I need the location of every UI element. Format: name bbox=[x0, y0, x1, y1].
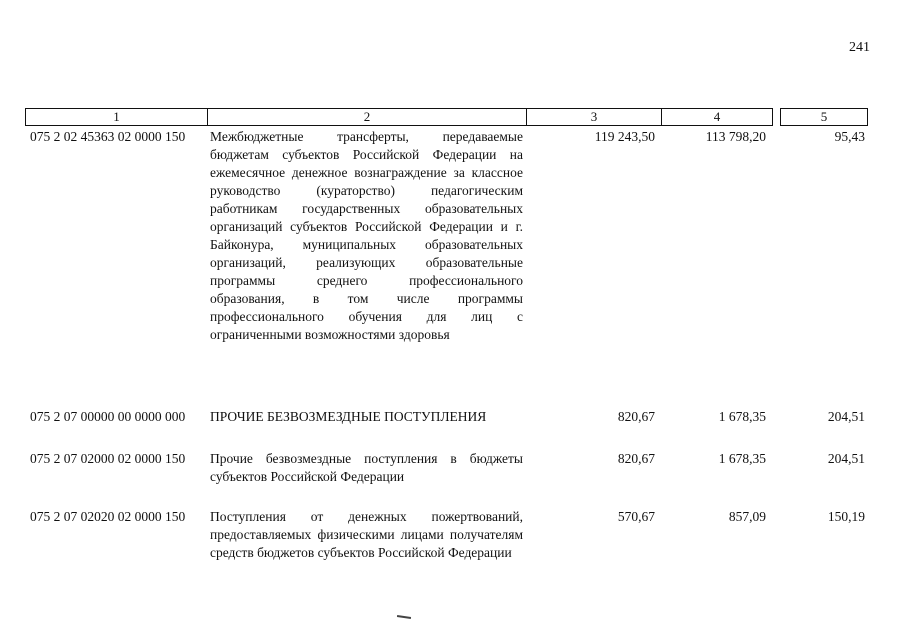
row-name: Поступления от денежных пожертвований, предоставляемых физическими лицами получателям средств бюджетов субъектов Российской Федерации bbox=[210, 509, 523, 560]
page-number: 241 bbox=[849, 40, 870, 55]
column-header-1: 1 bbox=[25, 108, 208, 126]
row-value-col4: 1 678,35 bbox=[718, 409, 766, 424]
column-header-3: 3 bbox=[526, 108, 662, 126]
row-value-col5: 204,51 bbox=[827, 409, 865, 424]
row-value-col3: 820,67 bbox=[617, 451, 655, 466]
row-value-col5: 150,19 bbox=[827, 509, 865, 524]
row-value-col5: 95,43 bbox=[834, 129, 865, 144]
column-header-5: 5 bbox=[780, 108, 868, 126]
row-code: 075 2 07 00000 00 0000 000 bbox=[30, 409, 186, 424]
column-header-2: 2 bbox=[207, 108, 527, 126]
row-value-col4: 113 798,20 bbox=[705, 129, 766, 144]
row-value-col3: 570,67 bbox=[617, 509, 655, 524]
row-code: 075 2 07 02000 02 0000 150 bbox=[30, 451, 186, 466]
row-name: Межбюджетные трансферты, передаваемые бюджетам субъектов Российской Федерации на ежемесячное денежное вознаграждение за классное руководство (кураторство) педагогическим работникам государственных образовательных организаций субъектов Российской Федерации и г. Байконура, муниципальных образовательных организаций, реализующих образовательные программы среднего профессионального образования, в том числе программы профессионального обучения для лиц с ограниченными возможностями здоровья bbox=[210, 129, 523, 342]
row-code: 075 2 02 45363 02 0000 150 bbox=[30, 129, 186, 144]
row-name: Прочие безвозмездные поступления в бюджеты субъектов Российской Федерации bbox=[210, 451, 523, 484]
row-value-col5: 204,51 bbox=[827, 451, 865, 466]
row-name: ПРОЧИЕ БЕЗВОЗМЕЗДНЫЕ ПОСТУПЛЕНИЯ bbox=[210, 409, 487, 424]
row-value-col4: 857,09 bbox=[728, 509, 766, 524]
column-header-4: 4 bbox=[661, 108, 773, 126]
row-value-col3: 119 243,50 bbox=[594, 129, 655, 144]
row-value-col4: 1 678,35 bbox=[718, 451, 766, 466]
row-code: 075 2 07 02020 02 0000 150 bbox=[30, 509, 186, 524]
row-value-col3: 820,67 bbox=[617, 409, 655, 424]
scan-mark bbox=[397, 615, 411, 619]
